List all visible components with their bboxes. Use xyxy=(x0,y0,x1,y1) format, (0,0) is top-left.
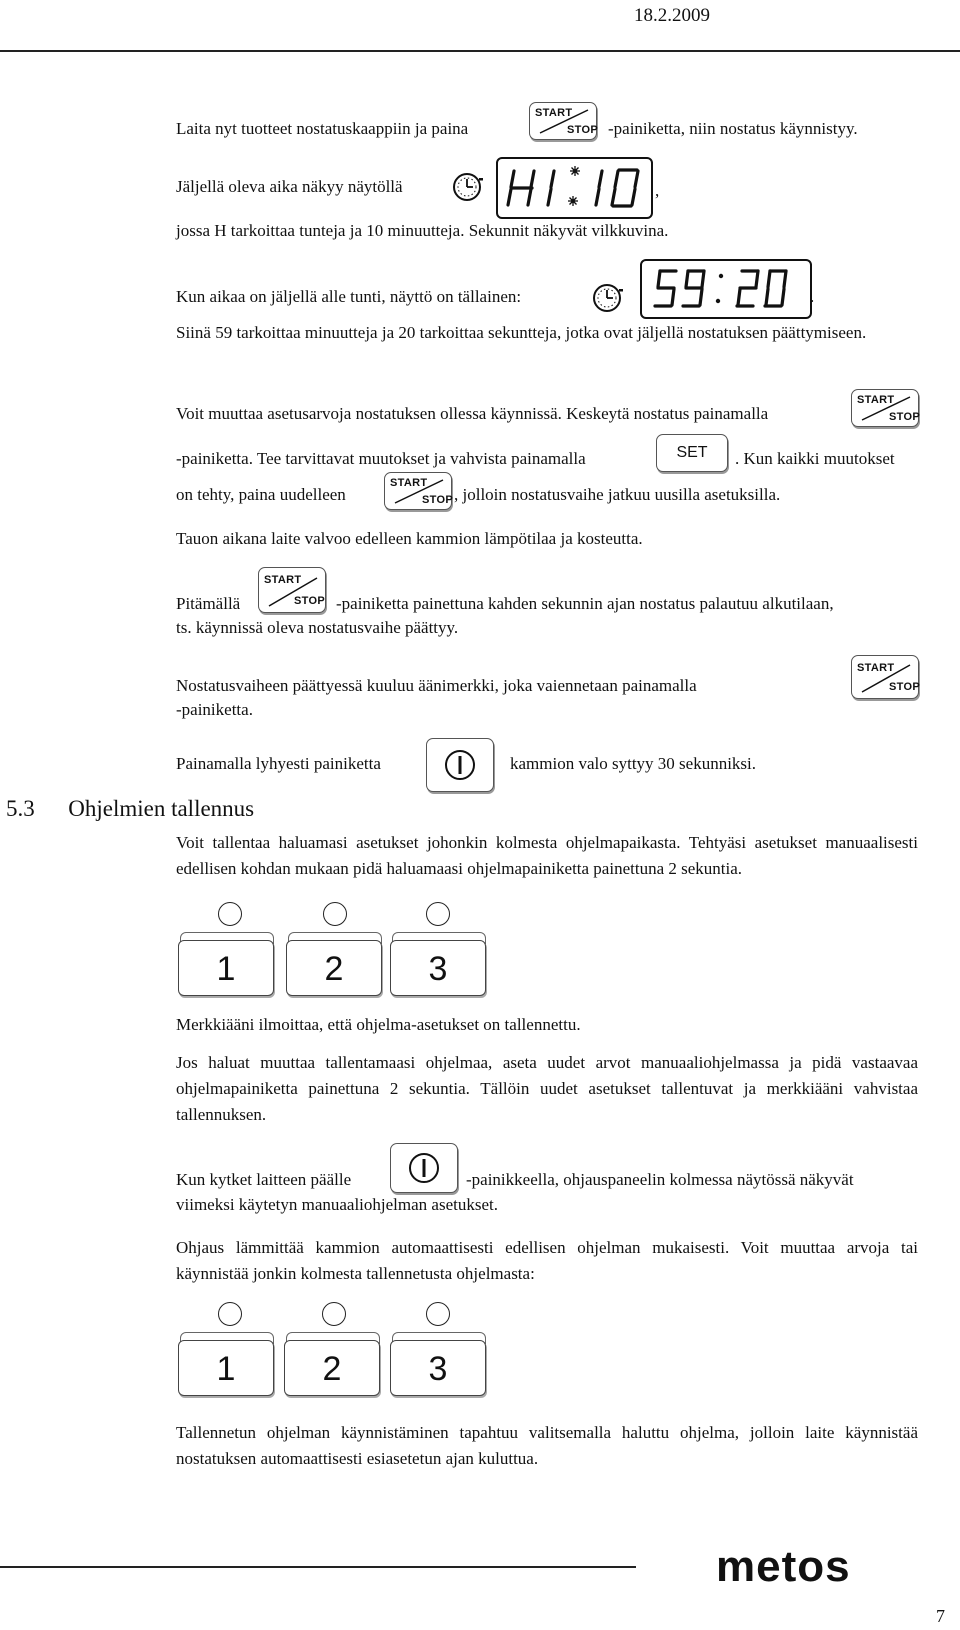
program-button-2 xyxy=(284,1332,380,1396)
text-p12-middle: -painikkeella, ohjauspaneelin kolmessa näytössä näkyvät xyxy=(466,1170,854,1189)
metos-logo: metos xyxy=(716,1542,851,1591)
program-number: 2 xyxy=(324,950,344,988)
text-p5: Tauon aikana laite valvoo edelleen kammion lämpötilaa ja kosteutta. xyxy=(176,529,643,548)
header-date: 18.2.2009 xyxy=(634,5,710,26)
start-stop-key xyxy=(851,655,919,699)
light-key xyxy=(426,738,494,792)
text-p14: Tallennetun ohjelman käynnistäminen tapahtuu valitsemalla haluttu ohjelma, jolloin laite käynnistää nostatuksen automaattisesti esiasetetun ajan kuluttua. xyxy=(176,1423,918,1468)
program-led xyxy=(426,902,450,926)
start-stop-key xyxy=(384,472,452,510)
text-p3-explain: Siinä 59 tarkoittaa minuutteja ja 20 tarkoittaa sekuntteja, jotka ovat jäljellä nostatuksen päättymiseen. xyxy=(176,323,867,342)
start-label: START xyxy=(857,662,895,674)
section-number: 5.3 xyxy=(6,796,35,821)
program-button-3 xyxy=(390,1332,486,1396)
text-p4-end: , jolloin nostatusvaihe jatkuu uusilla asetuksilla. xyxy=(454,485,781,504)
text-p6-start: Pitämällä xyxy=(176,594,241,613)
text-p2-comma: , xyxy=(655,181,660,200)
footer-rule xyxy=(0,1566,636,1568)
program-button-2 xyxy=(286,932,382,996)
text-p7-start: Nostatusvaiheen päättyessä kuuluu äänimerkki, joka vaiennetaan painamalla xyxy=(176,676,697,695)
header-rule xyxy=(0,50,960,52)
timer-display-minutes xyxy=(640,259,815,319)
stop-label: STOP xyxy=(567,124,598,136)
text-p2-start: Jäljellä oleva aika näkyy näytöllä xyxy=(176,177,403,196)
program-number: 1 xyxy=(216,950,236,988)
program-button-1 xyxy=(178,932,274,996)
power-icon xyxy=(427,739,493,791)
power-key xyxy=(390,1143,458,1193)
text-p2-explain: jossa H tarkoittaa tunteja ja 10 minuutteja. Sekunnit näkyvät vilkkuvina. xyxy=(176,221,669,240)
text-p3-start: Kun aikaa on jäljellä alle tunti, näyttö on tällainen: xyxy=(176,287,522,306)
text-p12-start: Kun kytket laitteen päälle xyxy=(176,1170,352,1189)
text-p13: Ohjaus lämmittää kammion automaattisesti edellisen ohjelman mukaisesti. Voit muuttaa arvoja tai käynnistää jonkin kolmesta tallennetusta ohjelmasta: xyxy=(176,1238,918,1283)
text-p8-end: kammion valo syttyy 30 sekunniksi. xyxy=(510,754,757,773)
clock-icon xyxy=(591,282,625,314)
text-p9: Voit tallentaa haluamasi asetukset johonkin kolmesta ohjelmapaikasta. Tehtyäsi asetukset manuaalisesti edellisen kohdan mukaan pidä haluamaasi ohjelmapainiketta painettuna 2 sekuntia. xyxy=(176,833,918,878)
stop-label: STOP xyxy=(422,494,453,506)
timer-display-hours xyxy=(496,157,653,219)
stop-label: STOP xyxy=(294,595,325,607)
start-label: START xyxy=(535,107,573,119)
stop-label: STOP xyxy=(889,411,920,423)
program-led xyxy=(323,902,347,926)
section-heading xyxy=(6,795,254,823)
stop-label: STOP xyxy=(889,681,920,693)
start-stop-key xyxy=(529,102,597,140)
start-stop-key xyxy=(851,389,919,427)
set-label: SET xyxy=(676,444,708,461)
text-p4-again: on tehty, paina uudelleen xyxy=(176,485,346,504)
text-p11: Jos haluat muuttaa tallentamaasi ohjelmaa, aseta uudet arvot manuaaliohjelmassa ja pidä vastaavaa ohjelmapainiketta painettuna 2 sekuntia. Tällöin uudet asetukset tallentuvat ja merkkiääni vahvistaa tallennuksen. xyxy=(176,1053,918,1124)
program-number: 2 xyxy=(322,1350,342,1388)
clock-icon xyxy=(451,171,485,203)
text-p1-start: Laita nyt tuotteet nostatuskaappiin ja paina xyxy=(176,119,469,138)
start-label: START xyxy=(857,394,895,406)
set-key xyxy=(656,434,728,472)
start-label: START xyxy=(390,477,428,489)
section-title: Ohjelmien tallennus xyxy=(68,796,255,821)
text-p10: Merkkiääni ilmoittaa, että ohjelma-asetukset on tallennettu. xyxy=(176,1015,581,1034)
text-p4-start: Voit muuttaa asetusarvoja nostatuksen ollessa käynnissä. Keskeytä nostatus painamalla xyxy=(176,404,769,423)
program-led xyxy=(426,1302,450,1326)
start-label: START xyxy=(264,574,302,586)
program-led xyxy=(218,902,242,926)
power-icon xyxy=(391,1144,457,1192)
program-button-3 xyxy=(390,932,486,996)
text-p6-end: ts. käynnissä oleva nostatusvaihe päättyy. xyxy=(176,618,459,637)
text-p7-end: -painiketta. xyxy=(176,700,253,719)
program-number: 1 xyxy=(216,1350,236,1388)
program-number: 3 xyxy=(428,950,448,988)
start-stop-key xyxy=(258,567,326,613)
program-number: 3 xyxy=(428,1350,448,1388)
page-number: 7 xyxy=(936,1606,945,1626)
text-p8-start: Painamalla lyhyesti painiketta xyxy=(176,754,381,773)
text-p1-end: -painiketta, niin nostatus käynnistyy. xyxy=(608,119,858,138)
program-led xyxy=(218,1302,242,1326)
program-led xyxy=(322,1302,346,1326)
text-p12-end: viimeksi käytetyn manuaaliohjelman asetukset. xyxy=(176,1195,498,1214)
text-p3-period: . xyxy=(810,287,815,306)
program-button-1 xyxy=(178,1332,274,1396)
text-p6-middle: -painiketta painettuna kahden sekunnin ajan nostatus palautuu alkutilaan, xyxy=(336,594,834,613)
text-p4-middle: -painiketta. Tee tarvittavat muutokset ja vahvista painamalla xyxy=(176,449,586,468)
text-p4-after-set: . Kun kaikki muutokset xyxy=(735,449,895,468)
